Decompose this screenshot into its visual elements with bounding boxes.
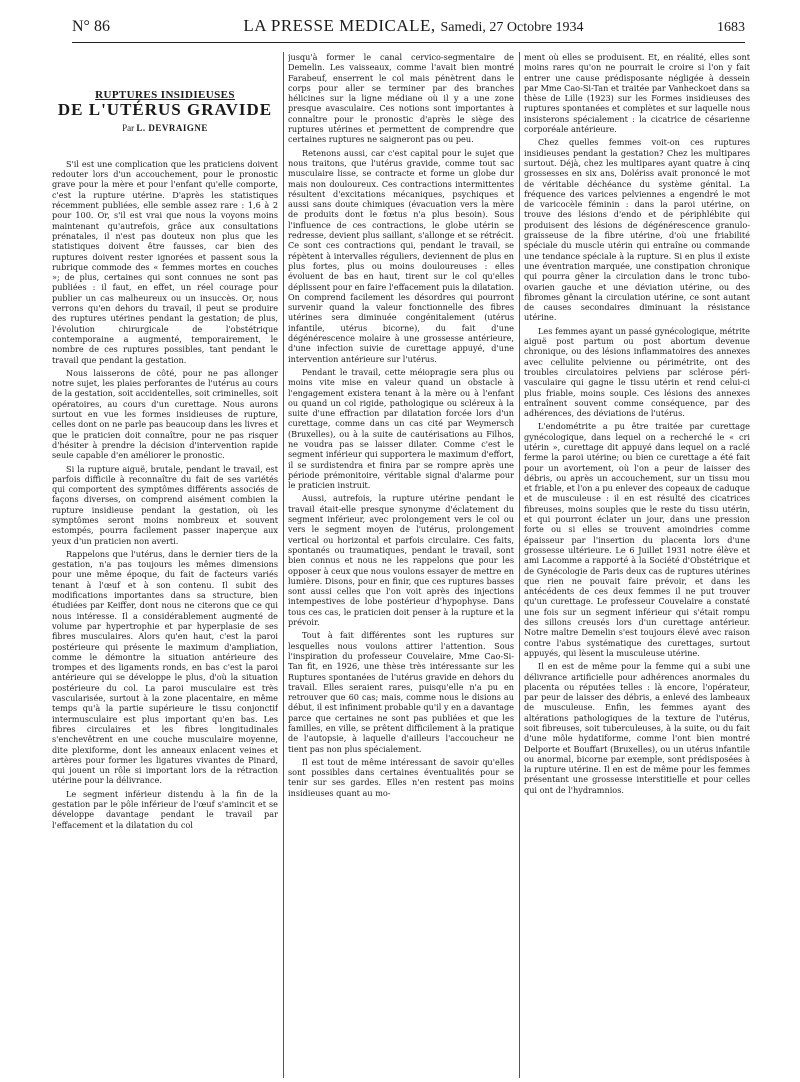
paragraph: Aussi, autrefois, la rupture utérine pendant le travail était-elle presque synonyme d'éclatement du segment inférieur, avec prolongement vers le col ou vers le segment moyen de l'utérus, prolongement vertical ou horizontal et parfois circulaire. Ces faits, spontanés ou traumatiques, pendant le travail, sont bien connus et nous ne les rappelons que pour les opposer à ceux que nous voulons essayer de mettre en lumière. Disons, pour en finir, que ces ruptures basses sont aussi celles que l'on voit après des injections intempestives de lobe postérieur d'hypophyse. Dans tous ces cas, le praticien doit penser à la rupture et la prévoir.: [288, 493, 514, 628]
column-divider: [283, 52, 284, 1078]
journal-masthead: [243, 16, 583, 36]
paragraph: S'il est une complication que les praticiens doivent redouter lors d'un accouchement, pour le pronostic grave pour la mère et pour l'enfant qu'elle comporte, c'est la rupture utérine. D'après les statistiques récemment publiées, elle semble assez rare : 1,6 à 2 pour 100. Or, s'il est vrai que nous la voyons moins maintenant qu'autrefois, grâce aux consultations prénatales, il n'est pas douteux non plus que les statistiques doivent être fausses, car bien des ruptures doivent rester ignorées et passent sous la rubrique commode des « femmes mortes en couches »; de plus, certaines qui sont connues ne sont pas publiées : il faut, en effet, un réel courage pour publier un cas malheureux ou un insuccès. Or, nous verrons qu'en dehors du travail, il peut se produire des ruptures utérines pendant la gestation; de plus, l'évolution chirurgicale de l'obstétrique contemporaine a augmenté, temporairement, le nombre de ces ruptures possibles, tant pendant le travail que pendant la gestation.: [52, 158, 278, 365]
paragraph: Si la rupture aiguë, brutale, pendant le travail, est parfois difficile à reconnaître du fait de ses variétés qui comportent des symptômes différents associés de façons diverses, on comprend aisément combien la rupture insidieuse pendant la gestation, où les symptômes seront moins nombreux et souvent estompés, pourra facilement passer inaperçue aux yeux d'un praticien non averti.: [52, 463, 278, 546]
author-name: L. DEVRAIGNE: [136, 122, 208, 133]
byline: [52, 123, 278, 133]
paragraph: L'endométrite a pu être traitée par curettage gynécologique, dans lequel on a recherché le « cri utérin », curettage dit appuyé dans lequel on a raclé ferme la paroi utérine; ou bien ce curettage a été fait pour un avortement, où l'on a peur de laisser des débris, ou après un accouchement, sur un tissu mou et friable, et l'on a pu enlever des copeaux de caduque et de musculeuse : il en est résulté des cicatrices fibreuses, moins souples que le reste du tissu utérin, et qui pourront éclater un jour, dans une pression forte ou si elles se trouvent amoindries comme épaisseur par l'insertion du placenta lors d'une grossesse ultérieure. Le 6 Juillet 1931 notre élève et ami Lacomme a rapporté à la Société d'Obstétrique et de Gynécologie de Paris deux cas de ruptures utérines que rien ne pouvait faire prévoir, et dans les antécédents de ces deux femmes il ne put trouver qu'un curettage. Le professeur Couvelaire a constaté une fois sur un segment inférieur qui s'était rompu des sillons creusés lors d'un curettage antérieur. Notre maître Demelin s'est toujours élevé avec raison contre l'abus systématique des curettages, surtout appuyés, qui lèsent la musculeuse utérine.: [524, 421, 750, 658]
paragraph: Les femmes ayant un passé gynécologique, métrite aiguë post partum ou post abortum devenue chronique, ou des lésions inflammatoires des annexes avec cellulite pelvienne ou périmétrite, ont des troubles circulatoires pelviens par sclérose péri-vasculaire qui gagne le tissu utérin et rend celui-ci plus friable, moins souple. Ces lésions des annexes entraînent souvent comme conséquence, par des adhérences, des déviations de l'utérus.: [524, 325, 750, 419]
paragraph: Chez quelles femmes voit-on ces ruptures insidieuses pendant la gestation? Chez les multipares surtout. Déjà, chez les multipares ayant quatre à cinq grossesses en six ans, Dolériss avait prononcé le mot de véritable déchéance du système génital. La fréquence des varices pelviennes a engendré le mot de varicocèle féminin : dans la paroi utérine, on trouve des lésions d'endo et de périphlébite qui produisent des lésions de dégénérescence granulo-graisseuse de la fibre utérine, d'où une friabilité spéciale du muscle utérin qui entraîne ou commande une tendance spéciale à la rupture. Si en plus il existe une éventration marquée, une constipation chronique qui pourra gêner la circulation dans le tronc tubo-ovarien gauche et une déviation utérine, ou des fibromes gênant la circulation utérine, ce sont autant de causes secondaires diminuant la résistance utérine.: [524, 137, 750, 323]
paragraph: ment où elles se produisent. Et, en réalité, elles sont moins rares qu'on ne pourrait le croire si l'on y fait entrer une cause prédisposante négligée à dessein par Mme Cao-Si-Tan et traitée par Vanheckoet dans sa thèse de Lille (1923) sur les Formes insidieuses des ruptures spontanées et complètes et sur laquelle nous insisterons spécialement : la cicatrice de césarienne corporéale antérieure.: [524, 52, 750, 135]
column-1: [52, 52, 278, 1080]
column-2-text: [288, 52, 514, 798]
paragraph: Tout à fait différentes sont les ruptures sur lesquelles nous voulons attirer l'attention. Sous l'inspiration du professeur Couvelaire, Mme Cao-Si-Tan fit, en 1926, une thèse très intéressante sur les Ruptures spontanées de l'utérus gravide en dehors du travail. Elles seraient rares, puisqu'elle n'a pu en retrouver que 60 cas; mais, comme nous le disions au début, il est infiniment probable qu'il y en a davantage parce que certaines ne sont pas publiées et que les familles, en ville, se prêtent difficilement à la pratique de l'autopsie, à laquelle d'ailleurs l'accoucheur ne tient pas non plus spécialement.: [288, 630, 514, 754]
paragraph: jusqu'à former le canal cervico-segmentaire de Demelin. Les vaisseaux, comme l'avait bien montré Farabeuf, enserrent le col mais pénètrent dans le corps pour aller se terminer par des branches hélicines sur la ligne médiane où il y a une zone presque avasculaire. Ces notions sont importantes à connaître pour le pronostic d'après le siège des ruptures utérines et permettent de comprendre que certaines ruptures ne saigneront pas ou peu.: [288, 52, 514, 145]
paragraph: Il en est de même pour la femme qui a subi une délivrance artificielle pour adhérences anormales du placenta ou réputées telles : là encore, l'opérateur, par peur de laisser des débris, a enlevé des lambeaux de musculeuse. Enfin, les femmes ayant des altérations pathologiques de la texture de l'utérus, soit fibreuses, soit tuberculeuses, à la suite, ou du fait d'une môle hydatiforme, comme l'ont bien montré Delporte et Bouffart (Bruxelles), ou un utérus infantile ou anormal, bicorne par exemple, sont prédisposées à la rupture utérine. Il en est de même pour les femmes présentant une grossesse interstitielle et pour celles qui ont de l'hydramnios.: [524, 661, 750, 795]
paragraph: Il est tout de même intéressant de savoir qu'elles sont possibles dans certaines éventualités pour se tenir sur ses gardes. Elles n'en restent pas moins insidieuses quant au mo-: [288, 756, 514, 798]
issue-number: N° 86: [72, 18, 110, 35]
byline-prefix: Par: [122, 122, 135, 133]
journal-name: LA PRESSE MEDICALE,: [243, 16, 436, 35]
column-1-text: [52, 159, 278, 830]
article-kicker: RUPTURES INSIDIEUSES: [95, 89, 235, 101]
page-header: [72, 16, 745, 43]
paragraph: Retenons aussi, car c'est capital pour le sujet que nous traitons, que l'utérus gravide, comme tout sac musculaire lisse, se contracte et forme un globe dur mais non douloureux. Ces contractions intermittentes résultent d'excitations mécaniques, psychiques et aussi sans doute chimiques (évacuation vers la mère de produits dont le fœtus n'a plus besoin). Sous l'influence de ces contractions, le globe utérin se redresse, devient plus saillant, s'allonge et se rétrécit. Ce sont ces contractions qui, pendant le travail, se répètent à intervalles réguliers, deviennent de plus en plus fortes, plus ou moins douloureuses : elles évoluent de bas en haut, tirent sur le col qu'elles déplissent pour en faire l'effacement puis la dilatation. On comprend facilement les désordres qui pourront survenir quand la valeur fonctionnelle des fibres utérines sera diminuée congénitalement (utérus infantile, utérus bicorne), du fait d'une dégénérescence molaire à une grossesse antérieure, d'une infection suivie de curettage appuyé, d'une intervention antérieure sur l'utérus.: [288, 147, 514, 364]
paragraph: Pendant le travail, cette méiopragie sera plus ou moins vite mise en valeur quand un obstacle à l'engagement existera tenant à la mère ou à l'enfant ou quand un col rigide, pathologique ou scléreux à la suite d'une effraction par dilatation forcée lors d'un curettage, comme dans un cas cité par Weymersch (Bruxelles), ou à la suite de cautérisations au Filhos, ne voudra pas se laisser dilater. Comme c'est le segment inférieur qui supportera le maximum d'effort, il se surdistendra et finira par se rompre après une période prémonitoire, véritable signal d'alarme pour le praticien instruit.: [288, 366, 514, 491]
paragraph: Le segment inférieur distendu à la fin de la gestation par le pôle inférieur de l'œuf s'amincit et se développe davantage pendant le travail par l'effacement et la dilatation du col: [52, 788, 278, 830]
article-body: [52, 52, 750, 1080]
column-2: [288, 52, 514, 1080]
article-title-block: [52, 90, 278, 133]
page-number: 1683: [716, 20, 745, 35]
column-3: [524, 52, 750, 1080]
column-divider: [519, 52, 520, 1078]
column-3-text: [524, 52, 750, 795]
paragraph: Rappelons que l'utérus, dans le dernier tiers de la gestation, n'a pas toujours les mêmes dimensions pour une même époque, du fait de facteurs variés tenant à l'œuf et à son contenu. Il subit des modifications importantes dans sa structure, bien étudiées par Keiffer, dont nous ne citerons que ce qui nous intéresse. Il a considérablement augmenté de volume par hypertrophie et par hyperplasie de ses fibres musculaires. Alors qu'en haut, c'est la paroi postérieure qui présente le maximum d'ampliation, comme le démontre la situation antérieure des trompes et des ligaments ronds, en bas c'est la paroi antérieure qui se développe le plus, d'où la situation postérieure du col. La paroi musculaire est très vascularisée, surtout à la zone placentaire, en même temps qu'à la partie supérieure le tissu conjonctif intermusculaire est plus important qu'en bas. Les fibres circulaires et les fibres longitudinales s'enchevêtrent en une couche musculaire moyenne, dite plexiforme, dont les anneaux enlacent veines et artères pour former les ligatures vivantes de Pinard, qui jouent un rôle si important lors de la rétraction utérine pour la délivrance.: [52, 548, 278, 786]
issue-date: Samedi, 27 Octobre 1934: [440, 20, 584, 35]
article-title: DE L'UTÉRUS GRAVIDE: [57, 100, 273, 120]
paragraph: Nous laisserons de côté, pour ne pas allonger notre sujet, les plaies perforantes de l'utérus au cours de la gestation, soit accidentelles, soit criminelles, soit opératoires, au cours d'un curettage. Nous aurons surtout en vue les formes insidieuses de rupture, celles dont on ne parle pas beaucoup dans les livres et que le praticien doit connaître, pour ne pas risquer d'hésiter à prendre la décision d'intervention rapide seule capable d'en améliorer le pronostic.: [52, 367, 278, 461]
